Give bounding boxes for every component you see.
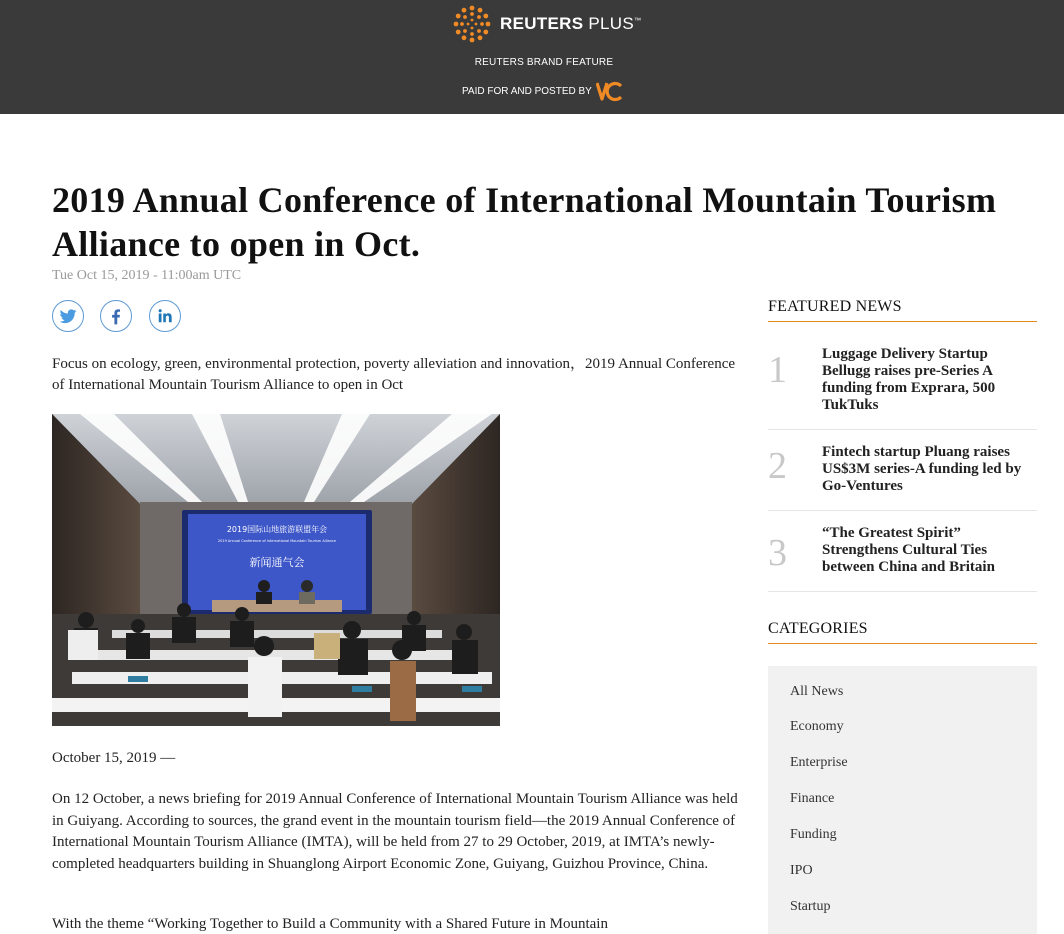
brand-header-bar <box>0 0 1064 114</box>
reuters-dots-icon <box>452 4 492 44</box>
featured-number: 2 <box>768 445 787 487</box>
article-headline: 2019 Annual Conference of International Mountain Tourism Alliance to open in Oct. <box>52 180 997 264</box>
share-twitter-button[interactable] <box>52 300 84 332</box>
article-body-paragraph-1: On 12 October, a news briefing for 2019 Annual Conference of International Mountain Tourism Alliance was held in Guiyang. According to sources, the grand event in the mountain tourism field—the 2019 Annual Conference of International Mountain Tourism Alliance (IMTA), will be held from 27 to 29 October, 2019, at IMTA’s newly-completed headquarters building in Shuanglong Airport Economic Zone, Guiyang, Guizhou Province, China. <box>52 791 738 872</box>
brand-tm: ™ <box>633 17 642 25</box>
photo-screen-title: 2019国际山地旅游联盟年会 <box>226 525 328 534</box>
featured-news-heading: FEATURED NEWS <box>768 298 1037 322</box>
article-intro: Focus on ecology, green, environmental protection, poverty alleviation and innovation，2019 Annual Conference of International Mountain Tourism Alliance to open in Oct <box>52 356 736 393</box>
photo-screen-subtitle: 2019 Annual Conference of International Mountain Tourism Alliance <box>217 539 337 543</box>
category-enterprise[interactable]: Enterprise <box>790 755 848 770</box>
brand-bold: REUTERS <box>500 14 584 33</box>
brand-wordmark <box>500 14 641 34</box>
category-economy[interactable]: Economy <box>790 719 844 734</box>
article-body-paragraph-2: With the theme “Working Together to Build a Community with a Shared Future in Mountain <box>52 916 608 932</box>
article-photo <box>52 414 500 726</box>
brand-light: PLUS <box>583 14 634 33</box>
paid-by-line <box>462 80 624 102</box>
vc-logo-icon[interactable] <box>596 80 624 102</box>
reuters-plus-logo[interactable] <box>452 6 641 42</box>
share-linkedin-button[interactable] <box>149 300 181 332</box>
paid-by-label: PAID FOR AND POSTED BY <box>462 85 592 97</box>
facebook-icon <box>106 306 126 326</box>
featured-news-item-1[interactable] <box>768 338 1037 430</box>
featured-title[interactable]: Luggage Delivery Startup Bellugg raises pre-Series A funding from Exprara, 500 TukTuks <box>822 346 996 413</box>
featured-news-item-3[interactable] <box>768 511 1037 592</box>
category-all-news[interactable]: All News <box>790 684 844 699</box>
featured-title[interactable]: Fintech startup Pluang raises US$3M series-A funding led by Go-Ventures <box>822 444 1022 494</box>
featured-number: 3 <box>768 532 787 574</box>
featured-number: 1 <box>768 349 787 391</box>
brand-feature-label: REUTERS BRAND FEATURE <box>474 57 614 68</box>
categories-heading: CATEGORIES <box>768 620 1037 644</box>
article-dateline: October 15, 2019 — <box>52 750 176 766</box>
twitter-icon <box>58 306 78 326</box>
share-facebook-button[interactable] <box>100 300 132 332</box>
category-funding[interactable]: Funding <box>790 827 837 842</box>
article-timestamp: Tue Oct 15, 2019 - 11:00am UTC <box>52 268 242 283</box>
category-finance[interactable]: Finance <box>790 791 835 806</box>
categories-list <box>768 666 1037 934</box>
category-startup[interactable]: Startup <box>790 899 831 914</box>
conference-room-image <box>52 414 500 726</box>
photo-screen-main: 新闻通气会 <box>249 556 305 569</box>
linkedin-icon <box>155 306 175 326</box>
category-ipo[interactable]: IPO <box>790 863 813 878</box>
featured-title[interactable]: “The Greatest Spirit” Strengthens Cultural Ties between China and Britain <box>822 525 995 575</box>
featured-news-item-2[interactable] <box>768 430 1037 511</box>
